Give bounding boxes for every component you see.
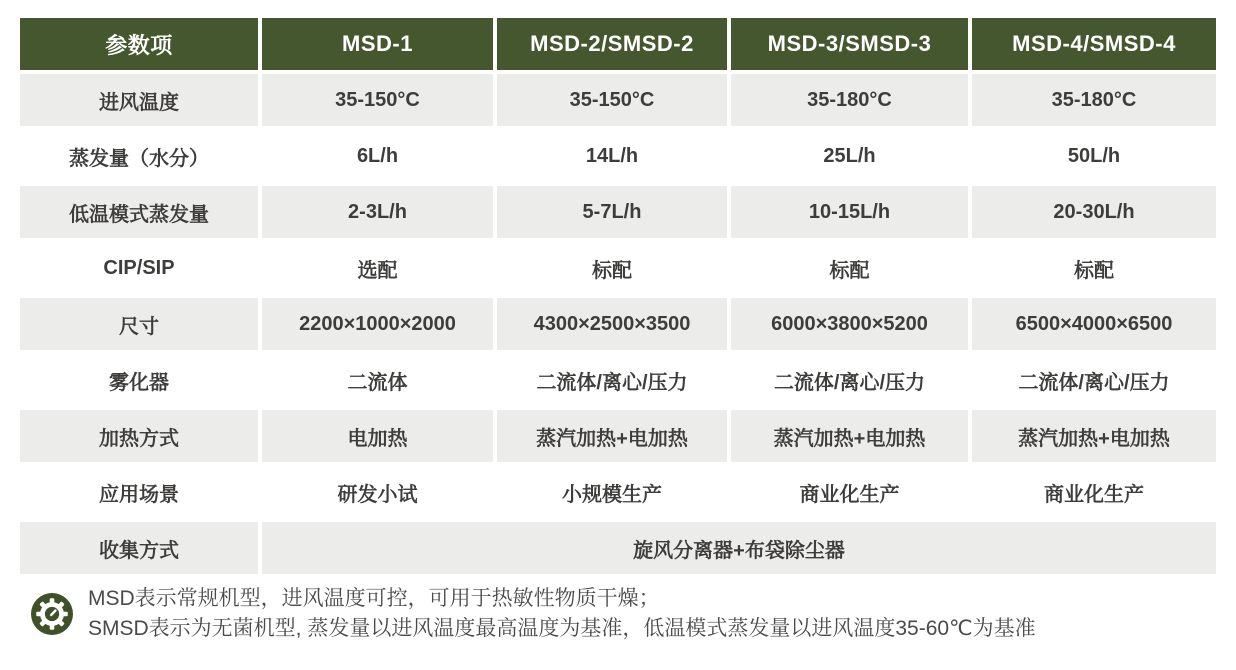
value-cell: 蒸汽加热+电加热 <box>731 410 968 462</box>
value-cell: 蒸汽加热+电加热 <box>972 410 1216 462</box>
value-cell: 二流体/离心/压力 <box>972 354 1216 406</box>
value-cell: 4300×2500×3500 <box>497 298 727 350</box>
table-row-dimensions <box>20 298 1216 350</box>
row-label-cell: 尺寸 <box>20 298 258 350</box>
value-cell: 标配 <box>972 242 1216 294</box>
row-label-cell: 收集方式 <box>20 522 258 574</box>
footnote-line-2: SMSD表示为无菌机型, 蒸发量以进风温度最高温度为基准，低温模式蒸发量以进风温度35-60℃为基准 <box>88 617 1036 640</box>
value-cell: 6500×4000×6500 <box>972 298 1216 350</box>
value-cell: 电加热 <box>262 410 493 462</box>
table-row-atomizer <box>20 354 1216 406</box>
gear-icon <box>31 593 73 635</box>
table-row-evaporation <box>20 130 1216 182</box>
footnote-text <box>88 584 1036 644</box>
value-cell: 小规模生产 <box>497 466 727 518</box>
value-cell: 选配 <box>262 242 493 294</box>
table-row-lowtemp-evaporation <box>20 186 1216 238</box>
header-cell-parameter: 参数项 <box>20 18 258 70</box>
footnote-line-1: MSD表示常规机型，进风温度可控，可用于热敏性物质干燥； <box>88 587 660 610</box>
table-row-application <box>20 466 1216 518</box>
value-cell: 10-15L/h <box>731 186 968 238</box>
value-cell: 35-150°C <box>497 74 727 126</box>
value-cell: 商业化生产 <box>731 466 968 518</box>
value-cell: 35-180°C <box>972 74 1216 126</box>
value-cell: 6000×3800×5200 <box>731 298 968 350</box>
value-cell: 25L/h <box>731 130 968 182</box>
row-label-cell: 加热方式 <box>20 410 258 462</box>
value-cell: 二流体/离心/压力 <box>497 354 727 406</box>
table-row-inlet-temp <box>20 74 1216 126</box>
value-cell: 5-7L/h <box>497 186 727 238</box>
row-label-cell: 低温模式蒸发量 <box>20 186 258 238</box>
value-cell: 标配 <box>731 242 968 294</box>
header-row <box>20 18 1216 70</box>
table-row-heating-method <box>20 410 1216 462</box>
value-cell: 蒸汽加热+电加热 <box>497 410 727 462</box>
value-cell: 50L/h <box>972 130 1216 182</box>
value-cell: 2200×1000×2000 <box>262 298 493 350</box>
value-cell: 二流体/离心/压力 <box>731 354 968 406</box>
value-cell: 14L/h <box>497 130 727 182</box>
row-label-cell: CIP/SIP <box>20 242 258 294</box>
row-label-cell: 进风温度 <box>20 74 258 126</box>
row-label-cell: 应用场景 <box>20 466 258 518</box>
value-cell: 6L/h <box>262 130 493 182</box>
value-cell-merged: 旋风分离器+布袋除尘器 <box>262 522 1216 574</box>
value-cell: 2-3L/h <box>262 186 493 238</box>
table-row-collection-method <box>20 522 1216 574</box>
header-cell-msd1: MSD-1 <box>262 18 493 70</box>
spec-table-body <box>20 74 1216 574</box>
footnote <box>31 584 1221 644</box>
value-cell: 标配 <box>497 242 727 294</box>
header-cell-msd2: MSD-2/SMSD-2 <box>497 18 727 70</box>
value-cell: 二流体 <box>262 354 493 406</box>
value-cell: 35-150°C <box>262 74 493 126</box>
spec-table-header <box>20 18 1216 70</box>
spec-table <box>16 14 1220 578</box>
value-cell: 研发小试 <box>262 466 493 518</box>
value-cell: 商业化生产 <box>972 466 1216 518</box>
header-cell-msd4: MSD-4/SMSD-4 <box>972 18 1216 70</box>
value-cell: 35-180°C <box>731 74 968 126</box>
value-cell: 20-30L/h <box>972 186 1216 238</box>
row-label-cell: 雾化器 <box>20 354 258 406</box>
header-cell-msd3: MSD-3/SMSD-3 <box>731 18 968 70</box>
row-label-cell: 蒸发量（水分） <box>20 130 258 182</box>
table-row-cip-sip <box>20 242 1216 294</box>
